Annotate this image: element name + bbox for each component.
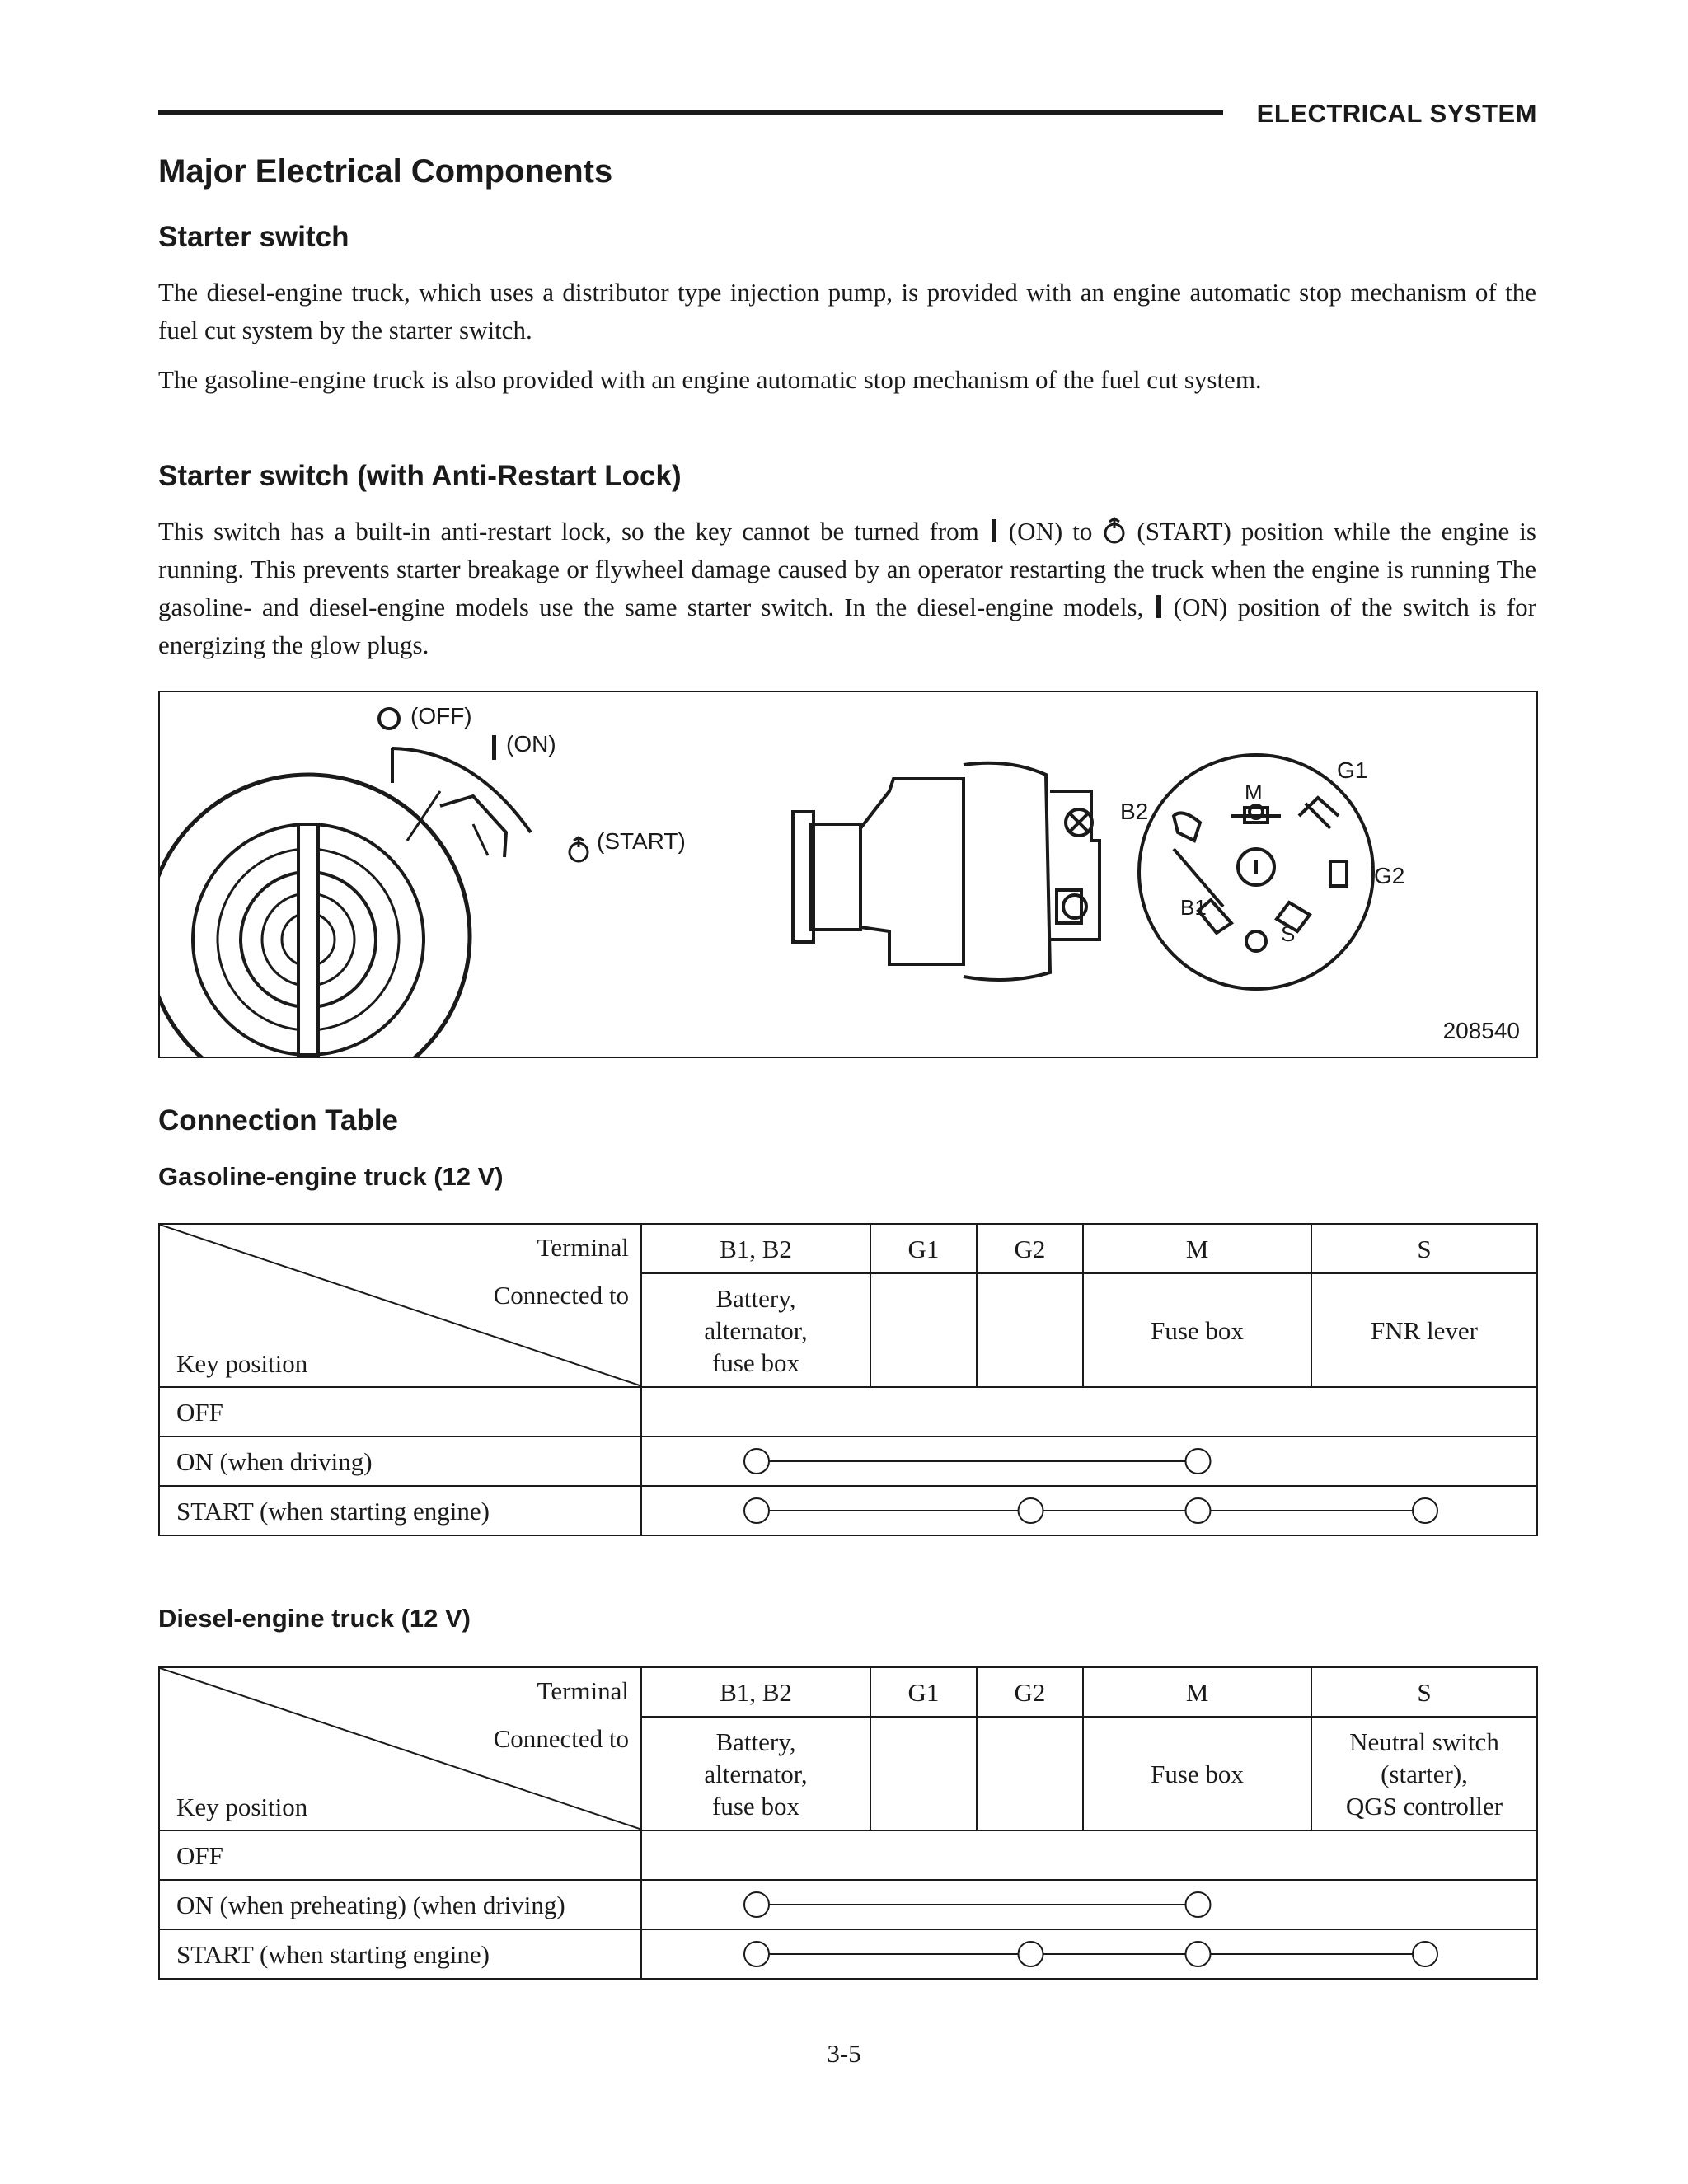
connection-diagram (642, 1487, 1538, 1535)
connection-diagram (642, 1831, 1538, 1879)
connection-cell (641, 1929, 1537, 1979)
starter-switch-paragraph-1: The diesel-engine truck, which uses a distributor type injection pump, is provided with an engine automatic stop mechanism of the fuel cut system by the starter switch. (158, 278, 1536, 344)
start-label: (START) (597, 828, 686, 854)
section-label: ELECTRICAL SYSTEM (1256, 99, 1537, 128)
connection-diagram (642, 1930, 1538, 1978)
starter-switch-figure (158, 691, 1538, 1058)
connected-to-g1 (870, 1273, 977, 1387)
on-label: (ON) (506, 731, 556, 757)
connected-to-s: FNR lever (1311, 1273, 1537, 1387)
off-symbol-icon (379, 709, 399, 729)
page-number: 3-5 (827, 2039, 861, 2068)
anti-restart-text-3: (START) position while the engine is running. This prevents starter breakage or flywheel damage caused by an operator restarting the truck when the engine is running The gasoline- and diesel-engine models use the same starter switch. In the diesel-engine models, (158, 517, 1536, 621)
key-position-header-label: Key position (176, 1349, 308, 1378)
starter-switch-heading: Starter switch (158, 221, 349, 253)
connection-node (744, 1942, 769, 1966)
on-position-icon-2 (1154, 594, 1164, 619)
key-position-label: START (when starting engine) (159, 1929, 641, 1979)
terminal-label-g2: G2 (1374, 863, 1405, 888)
key-row-off (159, 1387, 1537, 1436)
diagonal-header-cell (159, 1667, 641, 1830)
connection-cell (641, 1830, 1537, 1880)
connection-node (1186, 1498, 1211, 1523)
off-label: (OFF) (410, 703, 472, 729)
connected-to-m: Fuse box (1083, 1717, 1311, 1830)
connection-diagram (642, 1388, 1538, 1436)
key-row-start (159, 1929, 1537, 1979)
on-position-icon (989, 518, 999, 543)
gasoline-connection-table (158, 1223, 1538, 1536)
start-symbol-icon (570, 837, 588, 861)
anti-restart-paragraph (158, 513, 1536, 664)
key-row-start (159, 1486, 1537, 1535)
starter-switch-paragraph-2: The gasoline-engine truck is also provided with an engine automatic stop mechanism of the fuel cut system. (158, 365, 1262, 394)
terminal-header-row (159, 1224, 1537, 1273)
key-row-on (159, 1880, 1537, 1929)
connection-node (1186, 1892, 1211, 1917)
diesel-table-heading: Diesel-engine truck (12 V) (158, 1604, 471, 1633)
connected-to-header-label: Connected to (493, 1724, 629, 1753)
on-symbol-icon (492, 735, 496, 760)
connection-node (1413, 1498, 1437, 1523)
connection-node (744, 1498, 769, 1523)
key-position-label: ON (when driving) (159, 1436, 641, 1486)
terminal-header-s: S (1311, 1224, 1537, 1273)
terminal-header-g2: G2 (977, 1667, 1083, 1717)
key-row-off (159, 1830, 1537, 1880)
switch-side-view (793, 763, 1100, 980)
connection-node (744, 1892, 769, 1917)
terminal-header-g1: G1 (870, 1667, 977, 1717)
key-position-label: START (when starting engine) (159, 1486, 641, 1535)
connection-node (1186, 1449, 1211, 1474)
terminal-header-s: S (1311, 1667, 1537, 1717)
connected-to-g2 (977, 1717, 1083, 1830)
diesel-connection-table (158, 1666, 1538, 1980)
terminal-label-g1: G1 (1337, 757, 1368, 783)
terminal-header-g1: G1 (870, 1224, 977, 1273)
terminal-label-b2: B2 (1120, 799, 1149, 824)
terminal-header-m: M (1083, 1224, 1311, 1273)
starter-switch-illustration (160, 692, 1536, 1057)
anti-restart-text-4: (ON) position of the switch is for energizing the glow plugs. (158, 593, 1536, 659)
anti-restart-text-2: (ON) to (998, 517, 1103, 546)
connection-diagram (642, 1881, 1538, 1929)
connected-to-s: Neutral switch (starter), QGS controller (1311, 1717, 1537, 1830)
connected-to-header-label: Connected to (493, 1281, 629, 1310)
terminal-header-label: Terminal (537, 1676, 629, 1705)
key-position-label: OFF (159, 1830, 641, 1880)
start-position-icon (1102, 517, 1127, 545)
gasoline-table-heading: Gasoline-engine truck (12 V) (158, 1162, 504, 1191)
terminal-header-label: Terminal (537, 1233, 629, 1262)
connected-to-g1 (870, 1717, 977, 1830)
connection-cell (641, 1387, 1537, 1436)
key-row-on (159, 1436, 1537, 1486)
key-position-label: OFF (159, 1387, 641, 1436)
connection-node (1413, 1942, 1437, 1966)
terminal-header-b1b2: B1, B2 (641, 1667, 870, 1717)
terminal-header-m: M (1083, 1667, 1311, 1717)
key-position-label: ON (when preheating) (when driving) (159, 1880, 641, 1929)
connection-node (1186, 1942, 1211, 1966)
terminal-header-row (159, 1667, 1537, 1717)
terminal-label-m: M (1245, 780, 1263, 804)
diagonal-header-cell (159, 1224, 641, 1387)
connected-to-b1b2: Battery, alternator, fuse box (641, 1717, 870, 1830)
key-face-drawing (160, 748, 531, 1057)
header-rule (158, 110, 1223, 115)
figure-number: 208540 (1442, 1018, 1520, 1043)
terminal-label-s: S (1281, 921, 1296, 946)
terminal-label-b1: B1 (1180, 895, 1207, 920)
connected-to-g2 (977, 1273, 1083, 1387)
connection-diagram (642, 1437, 1538, 1485)
connection-table-heading: Connection Table (158, 1104, 399, 1137)
connection-cell (641, 1880, 1537, 1929)
anti-restart-heading: Starter switch (with Anti-Restart Lock) (158, 460, 682, 492)
page-title: Major Electrical Components (158, 153, 613, 190)
connected-to-m: Fuse box (1083, 1273, 1311, 1387)
connection-node (1019, 1942, 1043, 1966)
terminal-header-b1b2: B1, B2 (641, 1224, 870, 1273)
anti-restart-text-1: This switch has a built-in anti-restart lock, so the key cannot be turned from (158, 517, 989, 546)
key-position-header-label: Key position (176, 1793, 308, 1821)
terminal-header-g2: G2 (977, 1224, 1083, 1273)
connection-cell (641, 1436, 1537, 1486)
connection-cell (641, 1486, 1537, 1535)
connection-node (1019, 1498, 1043, 1523)
connection-node (744, 1449, 769, 1474)
connected-to-b1b2: Battery, alternator, fuse box (641, 1273, 870, 1387)
